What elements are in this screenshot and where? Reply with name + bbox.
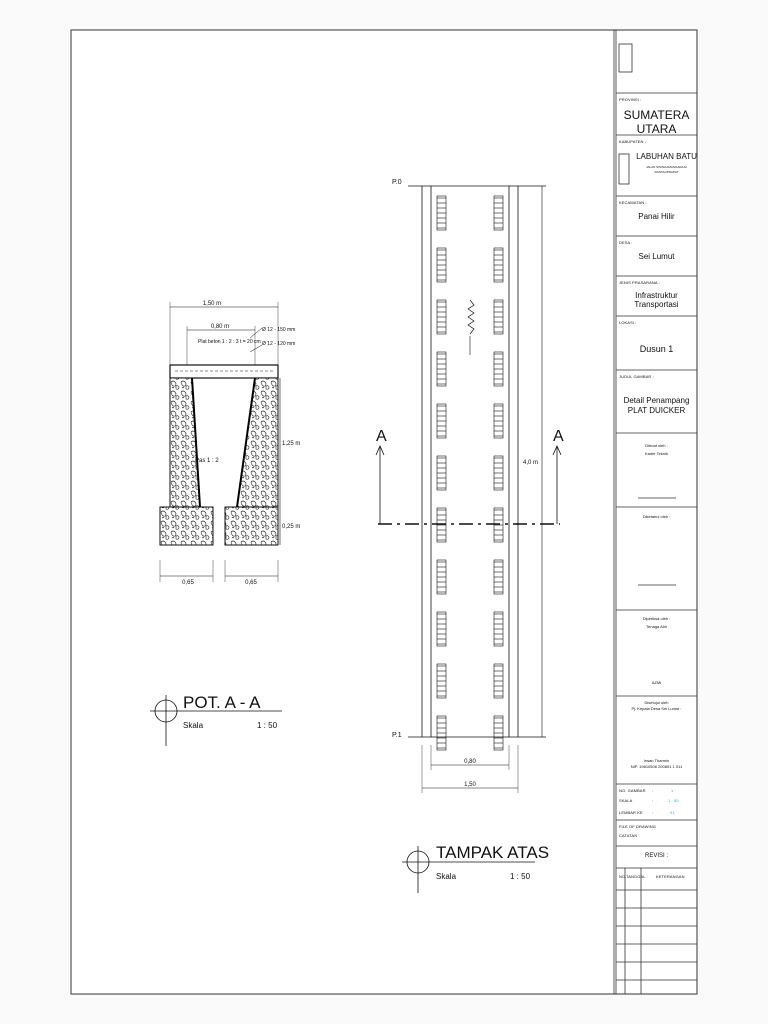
section-scale-label: Skala xyxy=(183,721,204,730)
diketahui-label: Diketahui oleh : xyxy=(642,514,671,519)
lokasi-value: Dusun 1 xyxy=(639,344,674,354)
kabupaten-label: KABUPATEN : xyxy=(619,139,646,144)
plan-dim-outer: 1,50 xyxy=(464,782,476,788)
dim-footing-height: 0,25 m xyxy=(282,524,301,530)
section-scale-value: 1 : 50 xyxy=(257,721,278,730)
kabupaten-sub-2: RANTAUPRAPAT xyxy=(654,170,679,174)
dim-total-width: 1,50 m xyxy=(202,301,222,307)
judul-label: JUDUL GAMBAR : xyxy=(619,374,654,379)
dibuat-value: Kader Teknik xyxy=(644,451,669,456)
lokasi-label: LOKASI : xyxy=(619,320,637,325)
desa-label: DESA : xyxy=(619,240,633,245)
station-start: P.0 xyxy=(392,179,402,186)
dim-inner-width: 0,80 m xyxy=(210,324,230,330)
judul-line-2: PLAT DUICKER xyxy=(627,406,686,415)
provinsi-label: PROVINSI : xyxy=(619,97,642,102)
kades-name: Irwan Tharmin xyxy=(643,758,670,763)
plan-title: TAMPAK ATAS xyxy=(436,843,550,862)
diperiksa-label: Diperiksa oleh : xyxy=(642,616,671,621)
rebar-note-2: Ø 12 - 120 mm xyxy=(262,341,296,347)
kecamatan-label: KECAMATAN : xyxy=(619,200,647,205)
cut-label-right: A xyxy=(553,428,564,445)
plan-length: 4,0 m xyxy=(522,460,538,466)
rebar-note-1: Ø 12 - 150 mm xyxy=(262,327,296,333)
dim-right-footing: 0,65 xyxy=(245,580,257,586)
kabupaten-value: LABUHAN BATU xyxy=(636,152,697,161)
dibuat-label: Dibuat oleh : xyxy=(645,443,668,448)
kades-nip: NIP. 19810506 200801 1 011 xyxy=(630,764,683,769)
judul-line-1: Detail Penampang xyxy=(623,396,690,405)
cut-label-left: A xyxy=(376,428,387,445)
catatan-label: CATATAN xyxy=(619,833,638,838)
kecamatan-value: Panai Hilir xyxy=(638,212,675,221)
rev-col-tanggal: TANGGAL xyxy=(626,874,646,879)
slab-note: Plat beton 1 : 2 : 3 t = 20 cm xyxy=(198,339,261,345)
diperiksa-value: Tenaga Ahli xyxy=(646,624,667,629)
colon-3: : xyxy=(652,810,654,815)
disetujui-value: Pj. Kepala Desa Sei Lumut : xyxy=(631,706,682,711)
section-title: POT. A - A xyxy=(183,693,261,712)
diperiksa-name: AZMI xyxy=(651,680,662,685)
dim-wall-height: 1,25 m xyxy=(282,441,301,447)
dim-left-footing: 0,65 xyxy=(182,580,194,586)
skala-value: 1 : 50 xyxy=(668,798,679,803)
lembar-value: 01 xyxy=(670,810,675,815)
rev-col-no: NO. xyxy=(619,874,627,879)
revisi-heading: REVISI : xyxy=(644,853,668,859)
skala-label: SKALA xyxy=(619,798,633,803)
plan-scale-value: 1 : 50 xyxy=(510,872,531,881)
jenis-label: JENIS PRASARANA : xyxy=(619,280,660,285)
station-end: P.1 xyxy=(392,732,402,739)
disetujui-label: Disetujui oleh xyxy=(644,700,669,705)
jenis-value: Infrastruktur Transportasi xyxy=(634,291,679,309)
plan-dim-inner: 0,80 xyxy=(464,759,476,765)
provinsi-value: SUMATERA UTARA xyxy=(623,108,690,136)
desa-value: Sei Lumut xyxy=(638,252,675,261)
colon-1: : xyxy=(652,788,654,793)
no-gambar-label: NO. GAMBAR xyxy=(619,788,646,793)
kabupaten-sub-1: JALAN SISINGAMANGARAJA xyxy=(645,165,687,169)
colon-2: : xyxy=(652,798,654,803)
slope-note: Pas 1 : 2 xyxy=(195,458,219,464)
file-label: FILE OF DRAWING xyxy=(619,824,656,829)
no-gambar-value: 1 xyxy=(671,788,674,793)
rev-col-keterangan: KETERANGAN xyxy=(656,874,685,879)
plan-scale-label: Skala xyxy=(436,872,457,881)
lembar-label: LEMBAR KE xyxy=(619,810,643,815)
